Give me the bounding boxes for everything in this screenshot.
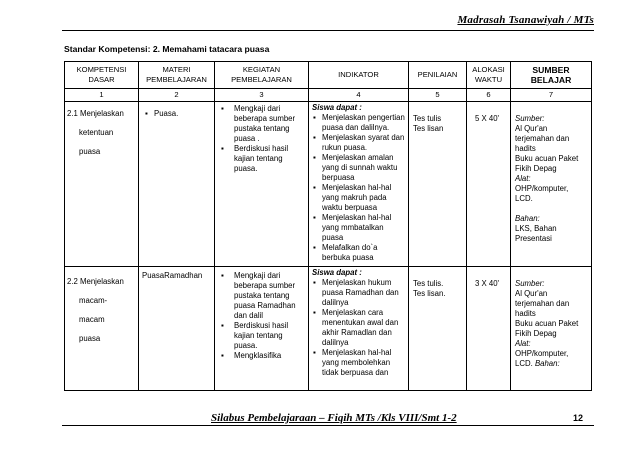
materi-cell <box>139 267 215 391</box>
kompetensi-text: puasa <box>79 334 101 343</box>
sumber-label: Sumber: <box>515 114 545 123</box>
footer-rule <box>62 425 594 426</box>
col-number: 1 <box>65 89 139 102</box>
sumber-label: Sumber: <box>515 279 545 288</box>
indikator-item: ▪ Menjelaskan hal-hal yang makruh pada waktu berpuasa <box>312 183 405 213</box>
col-number: 2 <box>139 89 215 102</box>
kompetensi-text: 2.1 Menjelaskan <box>67 109 124 118</box>
sumber-text: OHP/komputer, LCD. <box>515 184 569 203</box>
sumber-text: Al Qur'an terjemahan dan hadits <box>515 289 570 318</box>
col-number: 6 <box>467 89 511 102</box>
alokasi-cell: 3 X 40' <box>467 267 511 391</box>
penilaian-cell <box>409 102 467 267</box>
header-title: Madrasah Tsanawiyah / MTs <box>457 14 594 26</box>
indikator-item: ▪ Menjelaskan hal-hal yang membolehkan tidak berpuasa dan <box>312 348 405 378</box>
alokasi-cell: 5 X 40' <box>467 102 511 267</box>
penilaian-item: Tes tulis. <box>413 279 444 288</box>
kompetensi-text: ketentuan <box>79 128 114 137</box>
indikator-item: ▪ Melafalkan do`a berbuka puasa <box>312 243 405 263</box>
kegiatan-item: ▪ Berdiskusi hasil kajian tentang puasa. <box>218 144 305 174</box>
col-number: 5 <box>409 89 467 102</box>
indikator-item: ▪ Menjelaskan amalan yang di sunnah waktu berpuasa <box>312 153 405 183</box>
indikator-item: ▪ Menjelaskan pengertian puasa dan dalilnya. <box>312 113 405 133</box>
sumber-cell <box>511 267 592 391</box>
penilaian-item: Tes lisan. <box>413 289 446 298</box>
sumber-label: Bahan: <box>515 214 540 223</box>
indikator-caption: Siswa dapat : <box>312 103 362 112</box>
penilaian-cell <box>409 267 467 391</box>
indikator-item: ▪ Menjelaskan hal-hal yang mmbatalkan puasa <box>312 213 405 243</box>
table-header-row <box>65 62 592 89</box>
col-header-kegiatan: KEGIATAN PEMBELAJARAN <box>215 62 309 89</box>
sumber-cell <box>511 102 592 267</box>
table-row <box>65 102 592 267</box>
kompetensi-text: macam <box>79 315 105 324</box>
sumber-label: Bahan: <box>534 359 560 368</box>
col-header-kompetensi: KOMPETENSI DASAR <box>65 62 139 89</box>
sumber-text <box>515 349 588 369</box>
kompetensi-cell <box>65 267 139 391</box>
kegiatan-item: ▪ Berdiskusi hasil kajian tentang puasa. <box>218 321 305 351</box>
col-number: 7 <box>511 89 592 102</box>
sumber-text: Buku acuan Paket Fikih Depag <box>515 154 579 173</box>
kompetensi-text: macam- <box>79 296 108 305</box>
indikator-item: ▪ Menjelaskan hukum puasa Ramadhan dan dalilnya <box>312 278 405 308</box>
indikator-caption: Siswa dapat : <box>312 268 362 277</box>
sumber-spacer <box>515 204 588 214</box>
table-row <box>65 267 592 391</box>
col-number: 3 <box>215 89 309 102</box>
sumber-label: Alat: <box>515 174 531 183</box>
sumber-text: OHP/komputer, LCD. <box>515 349 569 368</box>
penilaian-item: Tes tulis <box>413 114 442 123</box>
syllabus-table <box>64 61 592 391</box>
footer-title: Silabus Pembelajaraan – Fiqih MTs /Kls VIII/Smt 1-2 <box>211 412 457 424</box>
col-header-sumber: SUMBER BELAJAR <box>511 62 592 89</box>
indikator-item: ▪ Menjelaskan cara menentukan awal dan akhir Ramadlan dan dalilnya <box>312 308 405 348</box>
col-number: 4 <box>309 89 409 102</box>
col-header-penilaian: PENILAIAN <box>409 62 467 89</box>
indikator-cell <box>309 267 409 391</box>
col-header-indikator: INDIKATOR <box>309 62 409 89</box>
sumber-text: LKS, Bahan Presentasi <box>515 224 557 243</box>
kegiatan-cell <box>215 267 309 391</box>
indikator-item: ▪ Menjelaskan syarat dan rukun puasa. <box>312 133 405 153</box>
kompetensi-cell <box>65 102 139 267</box>
kegiatan-item: ▪ Mengkaji dari beberapa sumber pustaka tentang puasa Ramadhan dan dalil <box>218 271 305 321</box>
indikator-cell <box>309 102 409 267</box>
col-header-materi: MATERI PEMBELAJARAN <box>139 62 215 89</box>
sumber-text: Buku acuan Paket Fikih Depag <box>515 319 579 338</box>
kegiatan-item: ▪ Mengkaji dari beberapa sumber pustaka tentang puasa . <box>218 104 305 144</box>
kegiatan-cell <box>215 102 309 267</box>
header-rule <box>62 30 594 31</box>
col-header-alokasi: ALOKASI WAKTU <box>467 62 511 89</box>
penilaian-item: Tes lisan <box>413 124 444 133</box>
page-number: 12 <box>573 413 584 423</box>
kompetensi-text: puasa <box>79 147 101 156</box>
standar-kompetensi: Standar Kompetensi: 2. Memahami tatacara puasa <box>64 44 270 54</box>
column-number-row <box>65 89 592 102</box>
kompetensi-text: 2.2 Menjelaskan <box>67 277 124 286</box>
materi-item: PuasaRamadhan <box>142 271 203 280</box>
sumber-label: Alat: <box>515 339 531 348</box>
sumber-text: Al Qur'an terjemahan dan hadits <box>515 124 570 153</box>
materi-item: ▪ Puasa. <box>142 109 211 119</box>
kegiatan-item: ▪ Mengklasifika <box>218 351 305 361</box>
materi-cell <box>139 102 215 267</box>
